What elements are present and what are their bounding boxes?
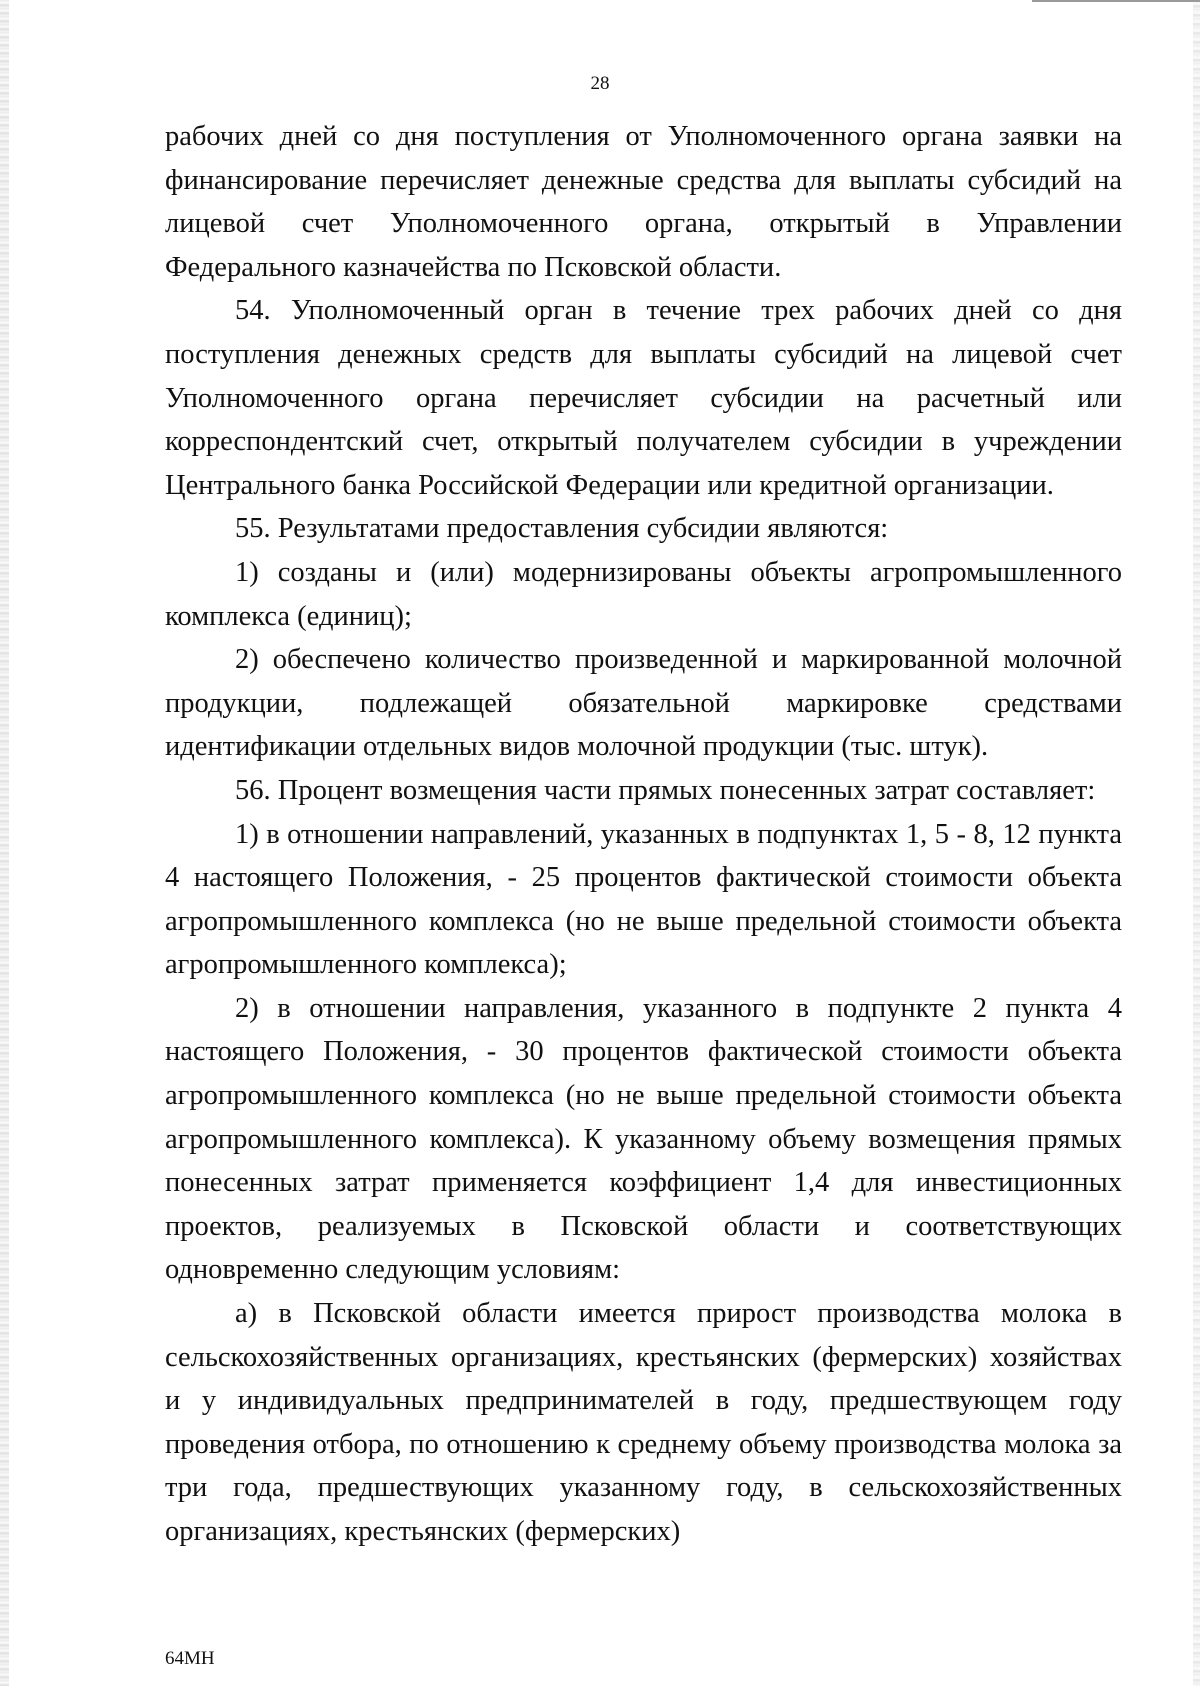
scan-top-line (1032, 0, 1200, 2)
paragraph-56-item-1: 1) в отношении направлений, указанных в подпунктах 1, 5 - 8, 12 пункта 4 настоящего Положения, - 25 процентов фактической стоимости объекта агропромышленного комплекса (но не выше предельной стоимости объекта агропромышленного комплекса); (165, 818, 1122, 981)
paragraph-56-item-2-a: а) в Псковской области имеется прирост производства молока в сельскохозяйственных организациях, крестьянских (фермерских) хозяйствах и у индивидуальных предпринимателей в году, предшествующем году проведения отбора, по отношению к среднему объему производства молока за три года, предшествующих указанному году, в сельскохозяйственных организациях, крестьянских (фермерских) (165, 1298, 1122, 1547)
paragraph-continuation: рабочих дней со дня поступления от Уполномоченного органа заявки на финансирование перечисляет денежные средства для выплаты субсидий на лицевой счет Уполномоченного органа, открытый в Управлении Федерального казначейства по Псковской области. (165, 121, 1122, 283)
document-body (165, 115, 1122, 1554)
paragraph-56: 56. Процент возмещения части прямых понесенных затрат составляет: (235, 774, 1096, 806)
paragraph-55-item-1: 1) созданы и (или) модернизированы объекты агропромышленного комплекса (единиц); (165, 556, 1122, 632)
page-number: 28 (590, 73, 610, 94)
paragraph-55: 55. Результатами предоставления субсидии являются: (235, 513, 889, 545)
paragraph-55-item-2: 2) обеспечено количество произведенной и маркированной молочной продукции, подлежащей обязательной маркировке средствами идентификации отдельных видов молочной продукции (тыс. штук). (165, 644, 1122, 763)
paragraph-54: 54. Уполномоченный орган в течение трех рабочих дней со дня поступления денежных средств для выплаты субсидий на лицевой счет Уполномоченного органа перечисляет субсидии на расчетный или корреспондентский счет, открытый получателем субсидии в учреждении Центрального банка Российской Федерации или кредитной организации. (165, 295, 1122, 501)
scan-edge-right (1193, 0, 1200, 1686)
footer-document-code: 64МН (165, 1648, 215, 1669)
scan-edge-left (0, 0, 9, 1686)
paragraph-56-item-2: 2) в отношении направления, указанного в подпункте 2 пункта 4 настоящего Положения, - 30 процентов фактической стоимости объекта агропромышленного комплекса (но не выше предельной стоимости объекта агропромышленного комплекса). К указанному объему возмещения прямых понесенных затрат применяется коэффициент 1,4 для инвестиционных проектов, реализуемых в Псковской области и соответствующих одновременно следующим условиям: (165, 992, 1122, 1286)
